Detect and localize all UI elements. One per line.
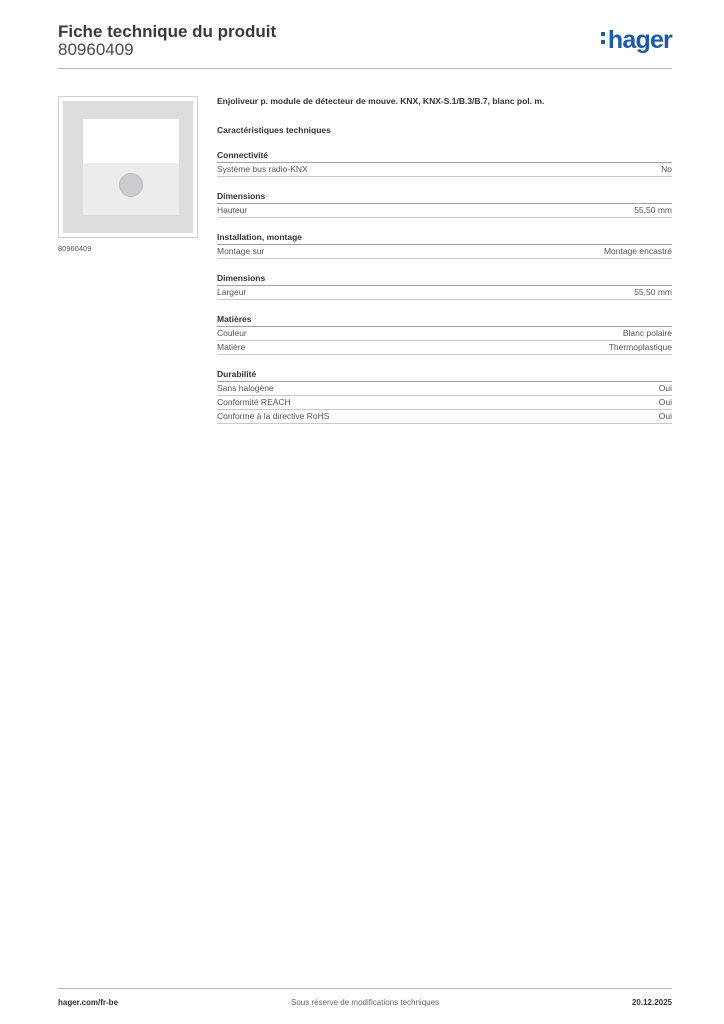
cover-plate (83, 119, 179, 215)
product-image (58, 96, 198, 238)
spec-value: No (661, 164, 672, 174)
spec-group-dimensions-hauteur (217, 190, 672, 218)
spec-label: Montage sur (217, 246, 265, 256)
spec-row (217, 245, 672, 259)
spec-row (217, 341, 672, 355)
product-name: Enjoliveur p. module de détecteur de mouve. KNX, KNX-S.1/B.3/B.7, blanc pol. m. (217, 96, 545, 106)
product-photo (63, 101, 193, 233)
logo-colon-icon (601, 32, 606, 46)
sensor-lens-icon (119, 173, 143, 197)
spec-row (217, 204, 672, 218)
spec-label: Largeur (217, 287, 247, 297)
spec-group-installation (217, 231, 672, 259)
footer-divider (58, 988, 672, 989)
header-divider (58, 68, 672, 69)
spec-group-title: Connectivité (217, 149, 672, 163)
page-title: Fiche technique du produit (58, 22, 277, 41)
spec-value: Montage encastré (603, 246, 672, 256)
spec-label: Système bus radio-KNX (217, 164, 308, 174)
footer-date: 20.12.2025 (631, 998, 672, 1007)
spec-group-durabilite (217, 368, 672, 424)
product-reference: 80960409 (58, 40, 134, 59)
spec-row (217, 382, 672, 396)
image-caption: 80960409 (58, 244, 92, 253)
spec-label: Conforme à la directive RoHS (217, 411, 330, 421)
specs-heading: Caractéristiques techniques (217, 125, 331, 135)
spec-label: Matière (217, 342, 246, 352)
spec-row (217, 327, 672, 341)
spec-group-title: Durabilité (217, 368, 672, 382)
spec-value: Oui (658, 411, 672, 421)
spec-row (217, 163, 672, 177)
spec-label: Conformité REACH (217, 397, 291, 407)
cover-window (83, 119, 179, 163)
spec-group-title: Installation, montage (217, 231, 672, 245)
spec-group-title: Dimensions (217, 272, 672, 286)
spec-group-title: Dimensions (217, 190, 672, 204)
logo-text: hager (607, 26, 672, 54)
product-content (217, 94, 672, 424)
spec-group-connectivite (217, 149, 672, 177)
spec-value: Oui (658, 397, 672, 407)
page-header (58, 20, 672, 70)
spec-row (217, 410, 672, 424)
spec-row (217, 286, 672, 300)
spec-group-dimensions-largeur (217, 272, 672, 300)
hager-logo (601, 26, 672, 55)
spec-label: Couleur (217, 328, 247, 338)
spec-value: Oui (658, 383, 672, 393)
spec-group-title: Matières (217, 313, 672, 327)
spec-label: Hauteur (217, 205, 248, 215)
spec-group-matieres (217, 313, 672, 355)
spec-value: 55,50 mm (634, 205, 672, 215)
footer-website: hager.com/fr-be (58, 998, 119, 1007)
spec-value: Thermoplastique (608, 342, 672, 352)
spec-label: Sans halogène (217, 383, 274, 393)
spec-value: Blanc polaire (622, 328, 672, 338)
spec-row (217, 396, 672, 410)
spec-value: 55,50 mm (634, 287, 672, 297)
footer-notice: Sous réserve de modifications techniques (290, 998, 440, 1007)
